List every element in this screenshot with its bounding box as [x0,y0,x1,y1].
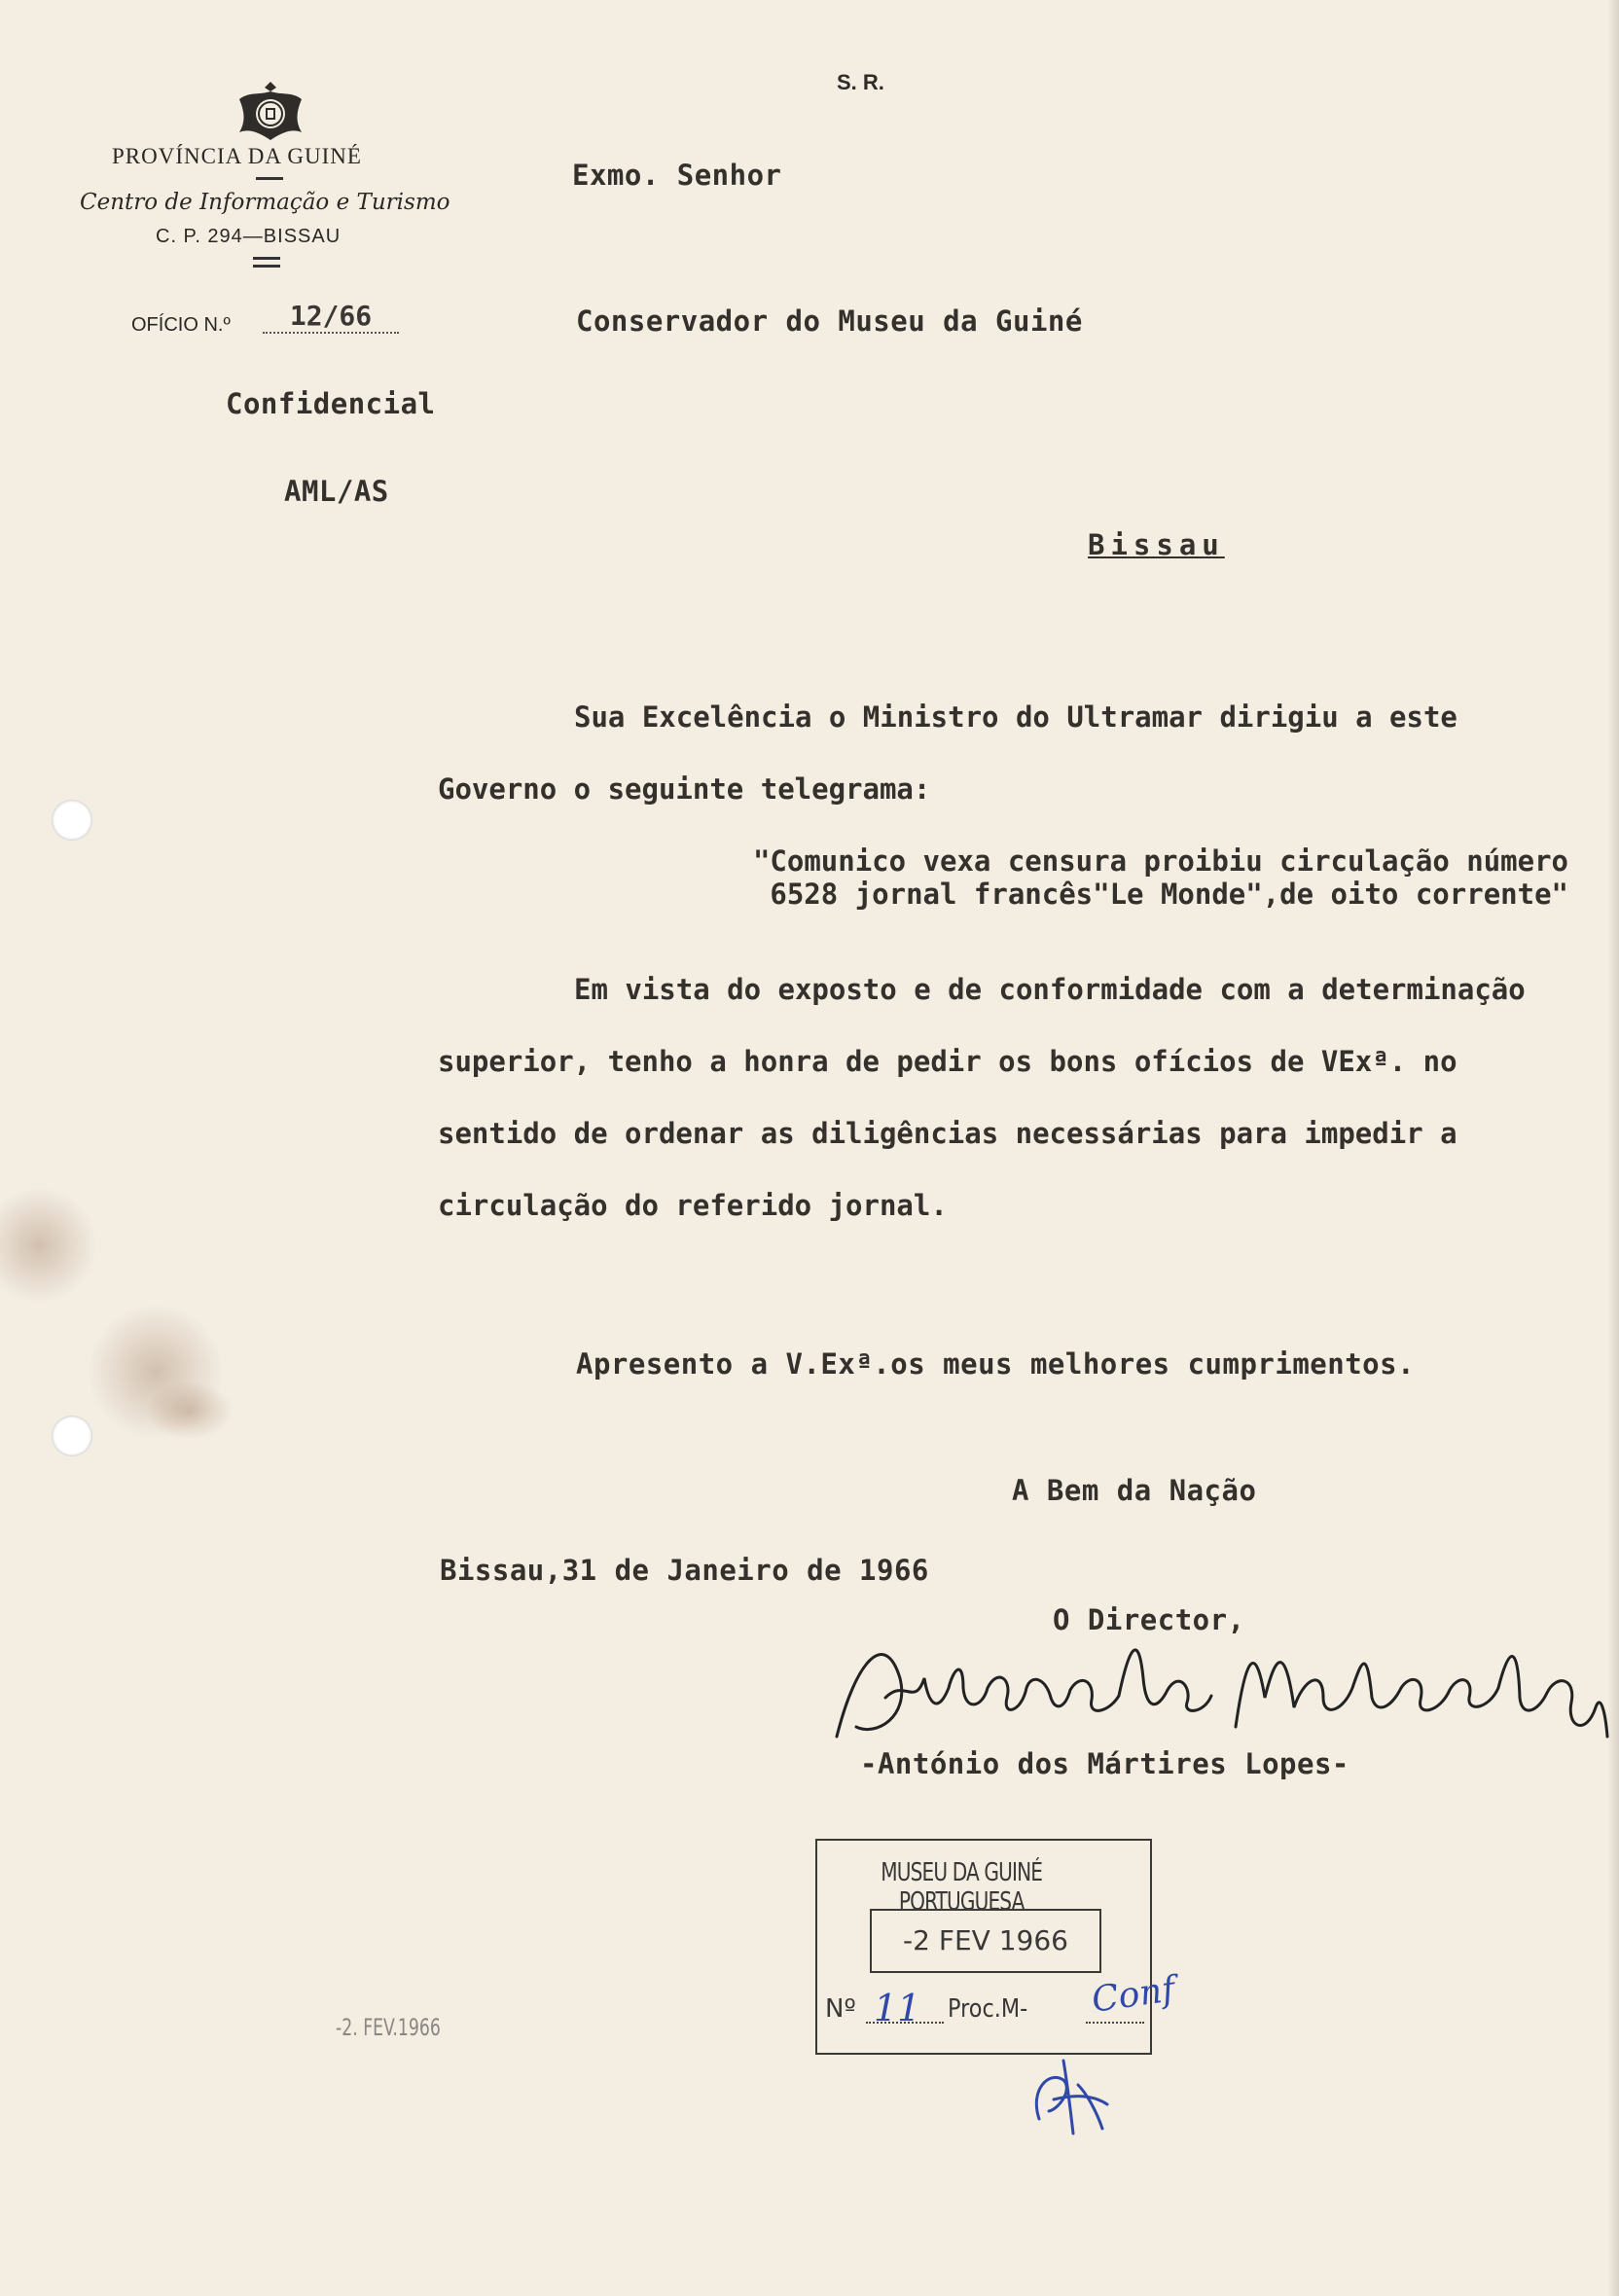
oficio-number: 12/66 [263,300,399,334]
stamp-proc-value: Conf [1089,1969,1178,2021]
signer-role: O Director, [1053,1603,1245,1636]
water-stain [146,1381,234,1440]
letterhead-postal-box: C. P. 294—BISSAU [156,226,342,247]
divider [256,177,283,180]
telegram-quote [642,844,1568,911]
stamp-number-label: Nº [825,1994,856,2024]
signature-text: António dos Mártires Lopes [827,1761,843,1762]
body-paragraph-1: Sua Excelência o Ministro do Ultramar dirigiu a este Governo o seguinte telegrama: [438,700,1457,806]
body-paragraph-2: Em vista do exposto e de conformidade com a determinação superior, tenho a honra de pedir os bons ofícios de VExª. no sentido de ordenar as diligências necessárias para impedir a circulação do referido jornal. [438,973,1526,1222]
telegram-quote-line-1: "Comunico vexa censura proibiu circulação número [752,844,1568,878]
closing-line: Apresento a V.Exª.os meus melhores cumprimentos. [576,1347,1416,1381]
stamp-date-box [870,1909,1101,1973]
signer-name: -António dos Mártires Lopes- [860,1747,1349,1780]
addressee: Conservador do Museu da Guiné [576,305,1083,338]
handwritten-signature [817,1620,1615,1766]
sr-marking: S. R. [837,70,884,94]
place-and-date: Bissau,31 de Janeiro de 1966 [440,1554,929,1587]
stamp-title: MUSEU DA GUINÉ PORTUGUESA [881,1858,1043,1917]
punch-hole-bottom [52,1416,92,1456]
stamp-number-value: 11 [874,1987,921,2029]
divider [253,265,280,268]
margin-date-stamp: -2. FEV.1966 [336,2014,441,2041]
oficio-label: OFÍCIO N.º [131,314,231,336]
letterhead-centre: Centro de Informação e Turismo [80,190,450,215]
salutation: Exmo. Senhor [572,159,782,192]
destination-city: Bissau [1088,528,1225,561]
museum-stamp [815,1839,1178,2055]
divider [253,257,280,260]
classification: Confidencial [226,387,436,420]
reference-code: AML/AS [284,475,389,508]
punch-hole-top [52,800,92,841]
page-edge-shadow [1607,0,1619,2296]
coat-of-arms-icon [232,78,309,142]
motto: A Bem da Nação [1012,1474,1257,1507]
handwritten-initials [1020,2051,1117,2138]
stamp-date: -2 FEV 1966 [903,1924,1068,1956]
telegram-quote-line-2: 6528 jornal francês"Le Monde",de oito corrente" [770,878,1568,911]
letterhead-province: PROVÍNCIA DA GUINÉ [112,144,362,168]
stamp-proc-label: Proc.M- [948,1994,1028,2024]
stamp-proc-line [1086,2022,1144,2024]
